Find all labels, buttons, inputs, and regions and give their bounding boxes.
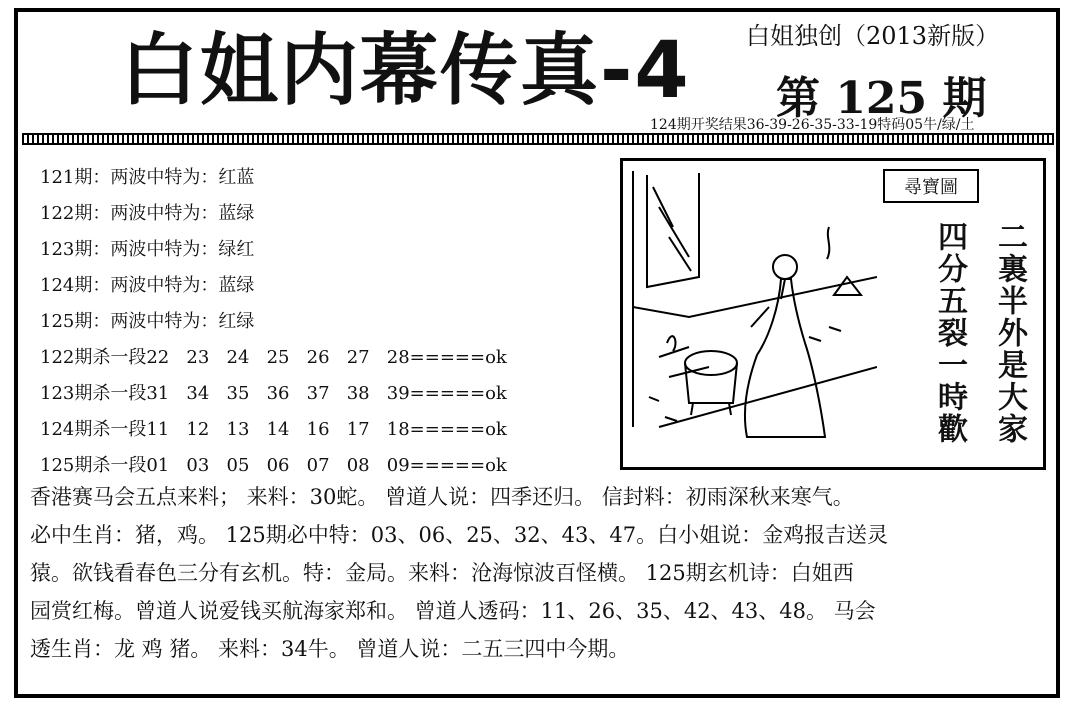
- row-123: 123期：两波中特为：绿红: [40, 239, 255, 260]
- tips-line: 园赏红梅。曾道人说爱钱买航海家郑和。 曾道人透码：11、26、35、42、43、48。 马会: [30, 599, 876, 623]
- tips-line: 香港赛马会五点来料； 来料：30蛇。 曾道人说：四季还归。 信封料：初雨深秋来寒气。: [30, 485, 854, 509]
- sage-illustration: [629, 167, 877, 461]
- kill-row-124: 124期杀一段11 12 13 14 16 17 18=====ok: [40, 419, 507, 440]
- treasure-map-panel: [620, 158, 1046, 470]
- kill-row-123: 123期杀一段31 34 35 36 37 38 39=====ok: [40, 383, 507, 404]
- kill-row-125: 125期杀一段01 03 05 06 07 08 09=====ok: [40, 455, 507, 476]
- treasure-map-caption: 尋寶圖: [883, 169, 979, 203]
- tips-paragraph: [30, 478, 1050, 668]
- page-title: 白姐内幕传真-4: [120, 26, 691, 116]
- edition-label: 白姐独创（2013新版）: [746, 22, 1000, 50]
- prediction-rows: [40, 160, 507, 484]
- verse-left: 四分五裂一時歡: [932, 221, 967, 445]
- previous-result: 124期开奖结果36-39-26-35-33-19特码05牛/绿/土: [650, 117, 975, 133]
- row-121: 121期：两波中特为：红蓝: [40, 167, 255, 188]
- tips-line: 必中生肖：猪，鸡。 125期必中特：03、06、25、32、43、47。白小姐说：金鸡报吉送灵: [30, 523, 889, 547]
- tips-line: 猿。欲钱看春色三分有玄机。特：金局。来料：沧海惊波百怪横。 125期玄机诗：白姐西: [30, 561, 854, 585]
- row-125: 125期：两波中特为：红绿: [40, 311, 255, 332]
- ornamental-divider: [22, 133, 1054, 145]
- row-122: 122期：两波中特为：蓝绿: [40, 203, 255, 224]
- tips-line: 透生肖：龙 鸡 猪。 来料：34牛。 曾道人说：二五三四中今期。: [30, 637, 630, 661]
- issue-number: 第 125 期: [776, 73, 987, 124]
- row-124: 124期：两波中特为：蓝绿: [40, 275, 255, 296]
- verse-right: 二裏半外是大家: [992, 221, 1027, 445]
- kill-row-122: 122期杀一段22 23 24 25 26 27 28=====ok: [40, 347, 507, 368]
